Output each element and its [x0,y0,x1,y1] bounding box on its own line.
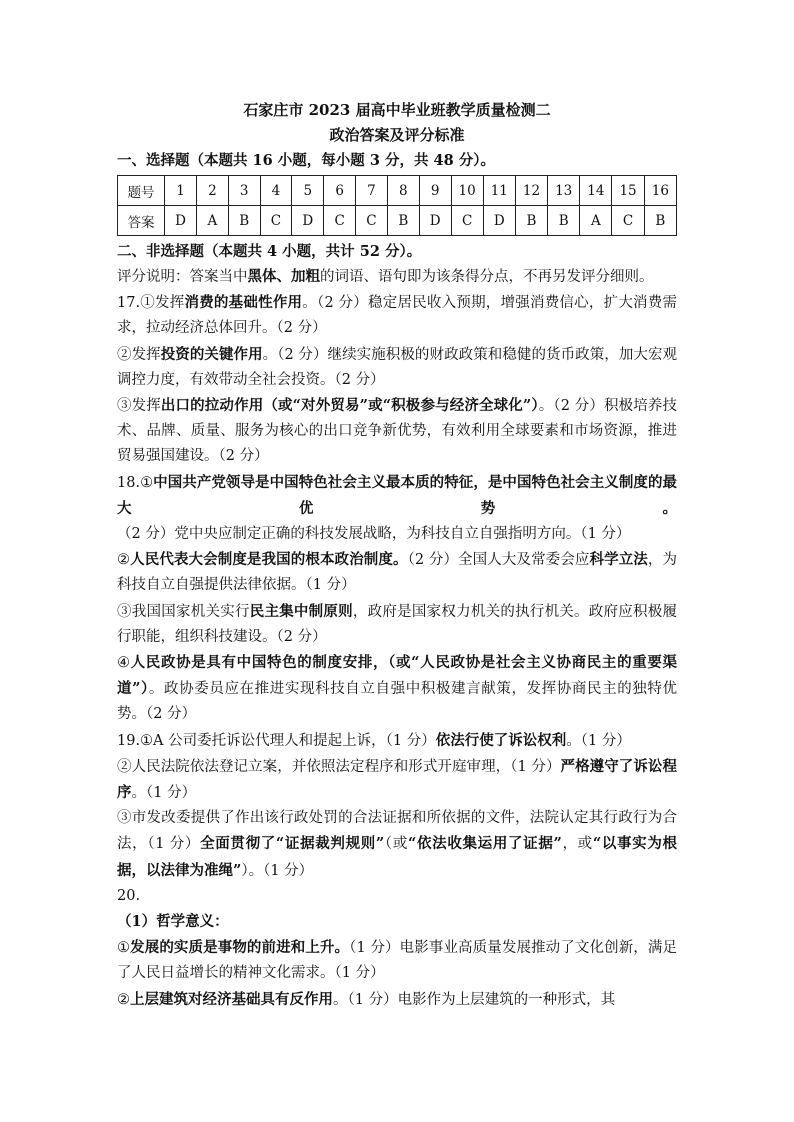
table-cell: 6 [324,176,356,206]
section2-heading: 二、非选择题（本题共 4 小题，共计 52 分）。 [117,243,422,260]
table-cell: 9 [419,176,451,206]
bold-text: 中国共产党领导是中国特色社会主义最本质的特征，是中国特色社会主义制度的最大优势。 [117,473,678,517]
bold-text: “依法收集运用了证据” [408,835,562,853]
table-cell: C [451,206,483,236]
table-row-answers [118,206,677,236]
table-cell: 1 [165,176,197,206]
table-row-numbers [118,176,677,206]
text: ②人民法院依法登记立案，并依照法定程序和形式开庭审理，（1 分） [117,758,561,775]
text: 。（1 分） [131,785,197,802]
bold-text: 人民代表大会制度是我国的根本政治制度。 [130,551,408,569]
table-cell: 5 [292,176,324,206]
q20-point1 [117,935,677,986]
table-cell: B [644,206,676,236]
text: ③发挥 [117,398,161,415]
q18-point3 [117,599,677,650]
text: ②发挥 [117,346,161,363]
text: ，或 [561,836,593,853]
bold-text: 上层建筑对经济基础具有反作用 [130,990,333,1008]
table-cell: A [196,206,228,236]
table-cell: 11 [483,176,515,206]
scoring-note [117,264,677,290]
q18-point4 [117,650,677,728]
text: 17.①发挥 [117,295,185,312]
q19-point2 [117,754,677,806]
bold-text: 发展的实质是事物的前进和上升。 [130,939,350,957]
q17-point3 [117,393,677,470]
text: 的词语、语句即为该条得分点，不再另发评分细则。 [320,269,654,285]
bold-text: 消费的基础性作用 [184,294,303,312]
table-cell: 14 [580,176,612,206]
bold-text: 人民政协是具有中国特色的制度安排，（或“人民政协是社会主义协商民主的重要渠道”） [117,654,678,698]
text: ③市发改委提供了作出该行政处罚的合法证据和所依据的文件，法院认定其行政行为合法，（1 分） [117,810,677,853]
table-cell: C [324,206,356,236]
q19-point1 [117,728,677,754]
q18-point1 [117,470,677,548]
text: ③我国国家机关实行 [117,603,250,620]
text: 。（2 分）稳定居民收入预期，增强消费信心，扩大消费需求，拉动经济总体回升。（2 分） [117,295,678,337]
table-cell: B [228,206,260,236]
text: 18.① [117,474,154,491]
table-cell: D [165,206,197,236]
table-cell: 3 [228,176,260,206]
text: ，政府是国家权力机关的执行机关。政府应积极履行职能，组织科技建设。（2 分） [117,603,678,645]
q19-point3 [117,806,677,884]
table-cell: D [483,206,515,236]
table-cell: D [292,206,324,236]
table-cell: C [260,206,292,236]
table-cell: C [356,206,388,236]
table-cell: 10 [451,176,483,206]
section1-heading: 一、选择题（本题共 16 小题，每小题 3 分，共 48 分）。 [117,152,495,169]
q20-number: 20. [117,887,141,904]
text: 。（1 分） [566,732,631,749]
bold-text: 科学立法 [589,551,648,569]
text: （或 [384,836,408,853]
text: （2 分）全国人大及常委会应 [407,552,590,569]
table-cell: 2 [196,176,228,206]
title-line1: 石家庄市 2023 届高中毕业班教学质量检测二 [243,101,551,119]
table-cell: B [515,206,547,236]
q17-point2 [117,342,677,393]
text: ④ [117,655,131,672]
answer-sheet [117,98,677,1013]
table-cell: A [580,206,612,236]
bold-text: 严格遵守了诉讼程序 [117,757,677,802]
bold-text: （1）哲学意义： [117,913,229,931]
table-cell: 4 [260,176,292,206]
text: 19.①A 公司委托诉讼代理人和提起上诉，（1 分） [117,732,436,749]
row2-label: 答案 [118,206,165,236]
q18-point2 [117,547,677,598]
bold-text: 投资的关键作用 [160,345,263,363]
bold-text: “以事实为根据，以法律为准绳” [117,835,678,879]
text: （2 分）党中央应制定正确的科技发展战略，为科技自立自强指明方向。（1 分） [117,526,631,543]
text: ）。（1 分） [241,862,314,879]
text: 。（2 分）积极培养技术、品牌、质量、服务为核心的出口竞争新优势，有效利用全球要素和市场资源，推进贸易强国建设。（2 分） [117,398,678,465]
table-cell: 16 [644,176,676,206]
text: ，为科技自立自强提供法律依据。（1 分） [117,552,678,594]
table-cell: 8 [387,176,419,206]
bold-text: 出口的拉动作用（或“对外贸易”或“积极参与经济全球化”） [160,397,539,415]
bold-text: 全面贯彻了“证据裁判规则” [200,835,385,853]
table-cell: B [387,206,419,236]
text: 评分说明：答案当中 [117,269,248,285]
q20-point2 [117,987,677,1013]
text: ② [117,552,131,569]
table-cell: B [548,206,580,236]
table-cell: 12 [515,176,547,206]
text: （1 分）电影事业高质量发展推动了文化创新，满足了人民日益增长的精神文化需求。（1 分） [117,940,678,982]
row1-label: 题号 [118,176,165,206]
bold-text: 民主集中制原则 [249,602,353,620]
table-cell: 7 [356,176,388,206]
table-cell: C [612,206,644,236]
bold-text: 黑体、加粗 [247,268,320,285]
answer-table [117,175,677,236]
table-cell: D [419,206,451,236]
q20-sub1 [117,909,677,935]
q17-point1 [117,290,677,341]
bold-text: 依法行使了诉讼权利 [435,731,567,749]
text: 。（1 分）电影作为上层建筑的一种形式，其 [333,991,616,1008]
table-cell: 15 [612,176,644,206]
title-line2: 政治答案及评分标准 [329,126,465,144]
text: 。（2 分）继续实施积极的财政政策和稳健的货币政策，加大宏观调控力度，有效带动全社会投资。（2 分） [117,346,678,388]
text: ② [117,991,130,1008]
text: 。政协委员应在推进实现科技自立自强中积极建言献策，发挥协商民主的独特优势。（2 分） [117,681,678,723]
table-cell: 13 [548,176,580,206]
text: ① [117,940,131,957]
